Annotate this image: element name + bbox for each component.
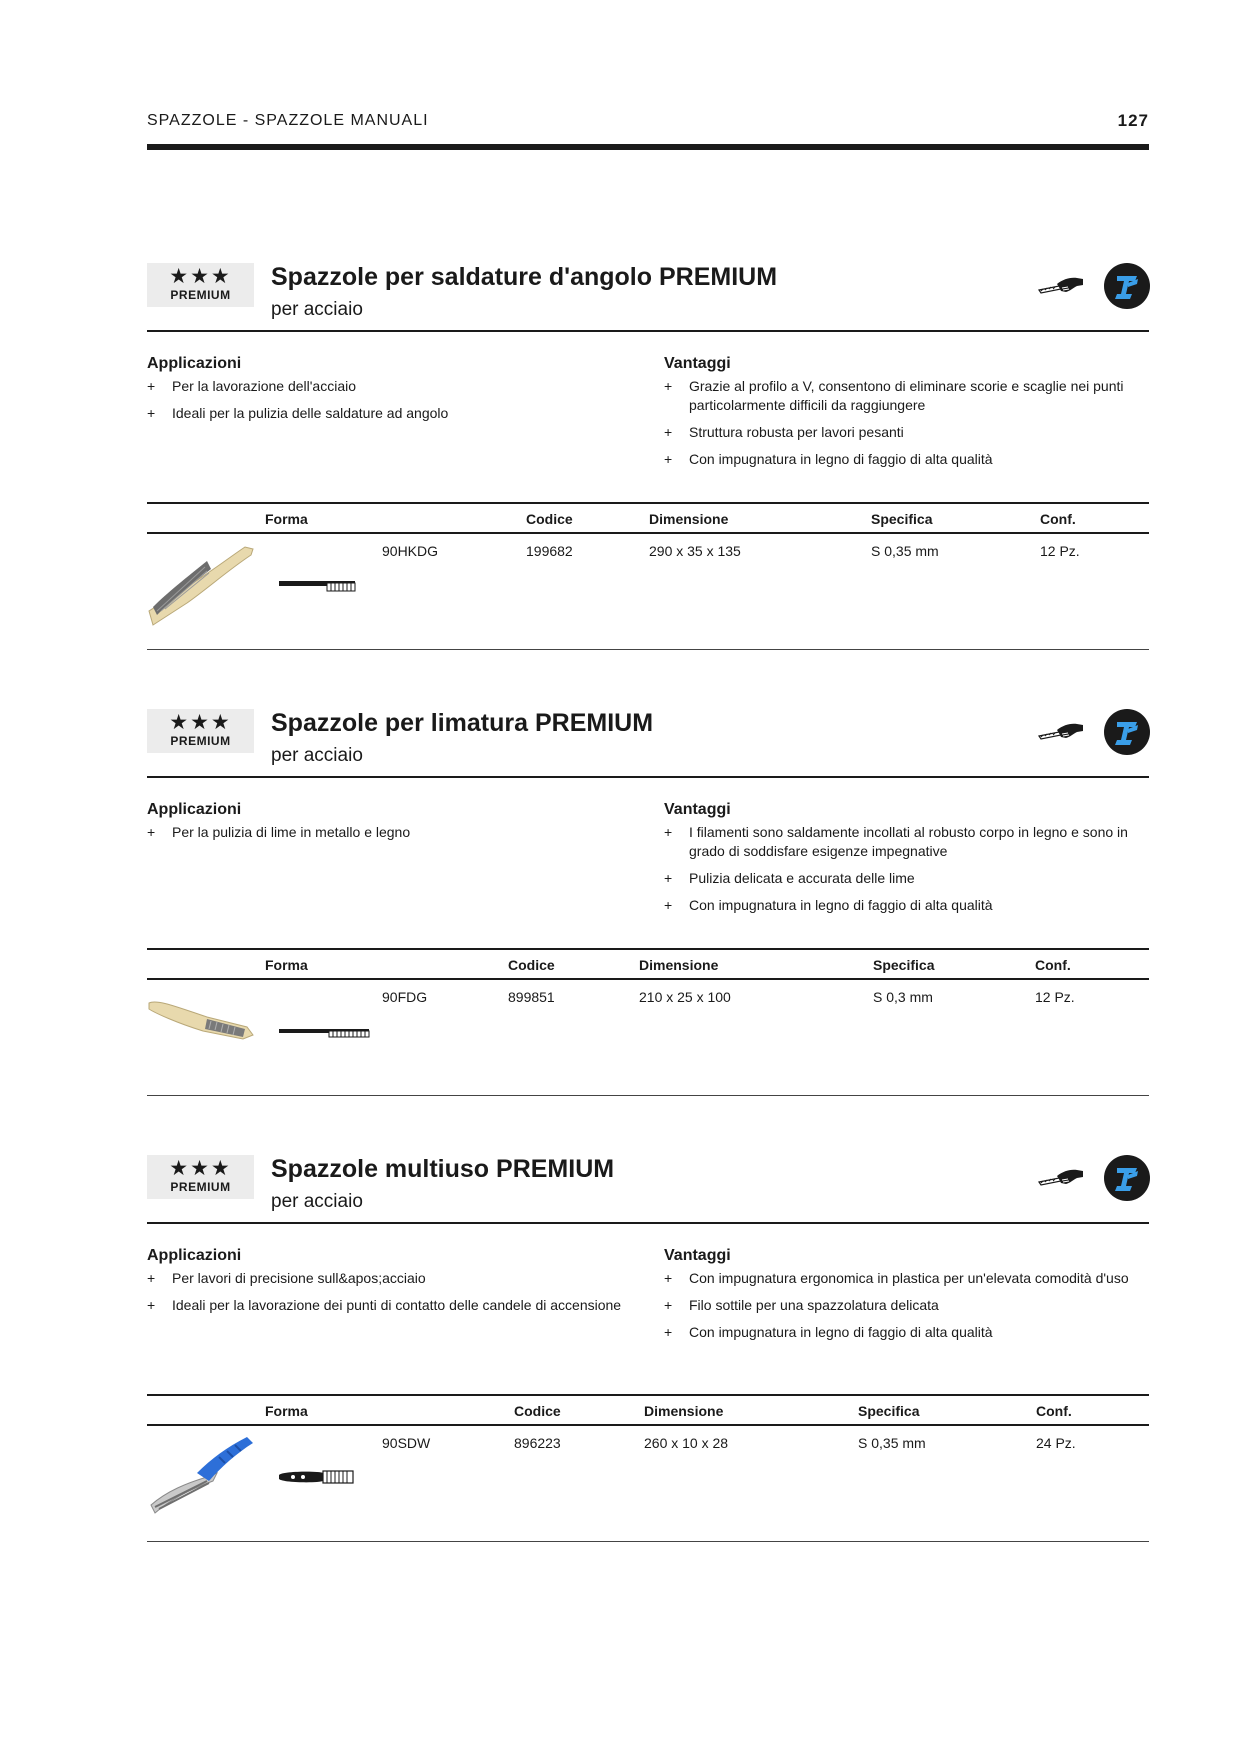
vantaggi-item [664, 1269, 1149, 1288]
table-header-specifica: Specifica [871, 511, 933, 527]
vantaggi-heading: Vantaggi [664, 801, 731, 818]
applicazioni-text: Per la pulizia di lime in metallo e legno [172, 824, 411, 840]
plus-bullet-icon: + [147, 1297, 156, 1313]
vantaggi-item [664, 896, 1149, 915]
table-header-specifica: Specifica [858, 1403, 920, 1419]
cell-dimensione: 260 x 10 x 28 [644, 1435, 729, 1451]
table-header-forma: Forma [265, 1403, 308, 1419]
product-diagram [279, 573, 379, 597]
premium-badge [147, 1155, 254, 1199]
applicazioni-text: Per la lavorazione dell'acciaio [172, 378, 356, 394]
hand-brush-icon [1037, 1167, 1085, 1191]
applicazioni-heading: Applicazioni [147, 1247, 242, 1264]
applicazioni-heading: Applicazioni [147, 355, 242, 372]
premium-label: PREMIUM [170, 288, 231, 302]
table-bottom-rule [147, 1541, 1149, 1542]
cell-codice: 199682 [526, 543, 573, 559]
premium-badge [147, 709, 254, 753]
product-photo [147, 987, 255, 1075]
brand-logo-icon [1104, 263, 1150, 309]
plus-bullet-icon: + [664, 870, 673, 886]
cell-dimensione: 210 x 25 x 100 [639, 989, 731, 1005]
plus-bullet-icon: + [664, 1297, 673, 1313]
table-header-codice: Codice [514, 1403, 561, 1419]
section-subtitle: per acciaio [271, 299, 363, 320]
vantaggi-list [664, 377, 1149, 477]
product-photo [147, 541, 255, 629]
cell-conf: 24 Pz. [1036, 1435, 1076, 1451]
vantaggi-text: Pulizia delicata e accurata delle lime [689, 870, 915, 886]
table-header-rule [147, 532, 1149, 534]
table-header-dimensione: Dimensione [639, 957, 719, 973]
cell-forma: 90HKDG [382, 543, 439, 559]
title-rule [147, 776, 1149, 778]
vantaggi-text: Con impugnatura ergonomica in plastica per un'elevata comodità d'uso [689, 1270, 1129, 1286]
title-rule [147, 1222, 1149, 1224]
table-header-conf: Conf. [1035, 957, 1071, 973]
table-bottom-rule [147, 1095, 1149, 1096]
vantaggi-text: Con impugnatura in legno di faggio di alta qualità [689, 451, 993, 467]
plus-bullet-icon: + [147, 824, 156, 840]
vantaggi-text: Struttura robusta per lavori pesanti [689, 424, 904, 440]
table-top-rule [147, 948, 1149, 950]
vantaggi-item [664, 423, 1149, 442]
premium-badge [147, 263, 254, 307]
applicazioni-item [147, 1269, 647, 1288]
cell-codice: 899851 [508, 989, 555, 1005]
premium-label: PREMIUM [170, 734, 231, 748]
brand-logo-icon [1104, 1155, 1150, 1201]
plus-bullet-icon: + [664, 1324, 673, 1340]
applicazioni-text: Per lavori di precisione sull&apos;acciaio [172, 1270, 426, 1286]
applicazioni-item [147, 1296, 647, 1315]
section-title: Spazzole multiuso PREMIUM [271, 1155, 615, 1183]
product-diagram [279, 1019, 379, 1043]
applicazioni-list [147, 377, 647, 431]
product-section [147, 709, 1149, 1109]
stars-icon: ★★★ [169, 265, 232, 288]
brand-logo-icon [1104, 709, 1150, 755]
table-header-forma: Forma [265, 957, 308, 973]
cell-conf: 12 Pz. [1035, 989, 1075, 1005]
plus-bullet-icon: + [147, 1270, 156, 1286]
plus-bullet-icon: + [664, 378, 673, 394]
vantaggi-text: I filamenti sono saldamente incollati al robusto corpo in legno e sono in grado di soddisfare esigenze impegnative [689, 824, 1128, 859]
table-top-rule [147, 1394, 1149, 1396]
table-header-dimensione: Dimensione [644, 1403, 724, 1419]
plus-bullet-icon: + [664, 424, 673, 440]
premium-label: PREMIUM [170, 1180, 231, 1194]
header-rule [147, 144, 1149, 150]
running-title: SPAZZOLE - SPAZZOLE MANUALI [147, 112, 429, 129]
applicazioni-text: Ideali per la lavorazione dei punti di contatto delle candele di accensione [172, 1297, 622, 1313]
vantaggi-list [664, 1269, 1149, 1350]
vantaggi-text: Filo sottile per una spazzolatura delicata [689, 1297, 939, 1313]
plus-bullet-icon: + [664, 824, 673, 840]
page-number: 127 [1117, 111, 1149, 130]
table-header-rule [147, 1424, 1149, 1426]
title-rule [147, 330, 1149, 332]
applicazioni-list [147, 823, 647, 850]
vantaggi-text: Grazie al profilo a V, consentono di eliminare scorie e scaglie nei punti particolarmente difficili da raggiungere [689, 378, 1124, 413]
section-subtitle: per acciaio [271, 745, 363, 766]
vantaggi-item [664, 1323, 1149, 1342]
page-header [147, 112, 1149, 152]
product-section [147, 263, 1149, 663]
stars-icon: ★★★ [169, 1157, 232, 1180]
cell-forma: 90FDG [382, 989, 428, 1005]
vantaggi-text: Con impugnatura in legno di faggio di alta qualità [689, 897, 993, 913]
table-header-codice: Codice [508, 957, 555, 973]
applicazioni-heading: Applicazioni [147, 801, 242, 818]
plus-bullet-icon: + [664, 451, 673, 467]
cell-codice: 896223 [514, 1435, 561, 1451]
applicazioni-item [147, 377, 647, 396]
plus-bullet-icon: + [664, 897, 673, 913]
cell-forma: 90SDW [382, 1435, 431, 1451]
cell-specifica: S 0,35 mm [858, 1435, 926, 1451]
hand-brush-icon [1037, 275, 1085, 299]
table-header-conf: Conf. [1036, 1403, 1072, 1419]
vantaggi-heading: Vantaggi [664, 355, 731, 372]
product-section [147, 1155, 1149, 1555]
table-top-rule [147, 502, 1149, 504]
vantaggi-item [664, 1296, 1149, 1315]
hand-brush-icon [1037, 721, 1085, 745]
table-header-specifica: Specifica [873, 957, 935, 973]
table-header-dimensione: Dimensione [649, 511, 729, 527]
applicazioni-item [147, 404, 647, 423]
vantaggi-text: Con impugnatura in legno di faggio di alta qualità [689, 1324, 993, 1340]
cell-specifica: S 0,35 mm [871, 543, 939, 559]
stars-icon: ★★★ [169, 711, 232, 734]
vantaggi-item [664, 823, 1149, 861]
applicazioni-text: Ideali per la pulizia delle saldature ad angolo [172, 405, 449, 421]
product-diagram [279, 1465, 379, 1489]
section-title: Spazzole per limatura PREMIUM [271, 709, 654, 737]
table-header-forma: Forma [265, 511, 308, 527]
vantaggi-heading: Vantaggi [664, 1247, 731, 1264]
section-subtitle: per acciaio [271, 1191, 363, 1212]
cell-conf: 12 Pz. [1040, 543, 1080, 559]
table-header-rule [147, 978, 1149, 980]
section-title: Spazzole per saldature d'angolo PREMIUM [271, 263, 778, 291]
vantaggi-item [664, 377, 1149, 415]
applicazioni-list [147, 1269, 647, 1323]
cell-dimensione: 290 x 35 x 135 [649, 543, 741, 559]
table-header-conf: Conf. [1040, 511, 1076, 527]
vantaggi-list [664, 823, 1149, 923]
vantaggi-item [664, 869, 1149, 888]
applicazioni-item [147, 823, 647, 842]
plus-bullet-icon: + [147, 405, 156, 421]
plus-bullet-icon: + [664, 1270, 673, 1286]
plus-bullet-icon: + [147, 378, 156, 394]
cell-specifica: S 0,3 mm [873, 989, 933, 1005]
table-header-codice: Codice [526, 511, 573, 527]
table-bottom-rule [147, 649, 1149, 650]
product-photo [147, 1433, 255, 1521]
vantaggi-item [664, 450, 1149, 469]
